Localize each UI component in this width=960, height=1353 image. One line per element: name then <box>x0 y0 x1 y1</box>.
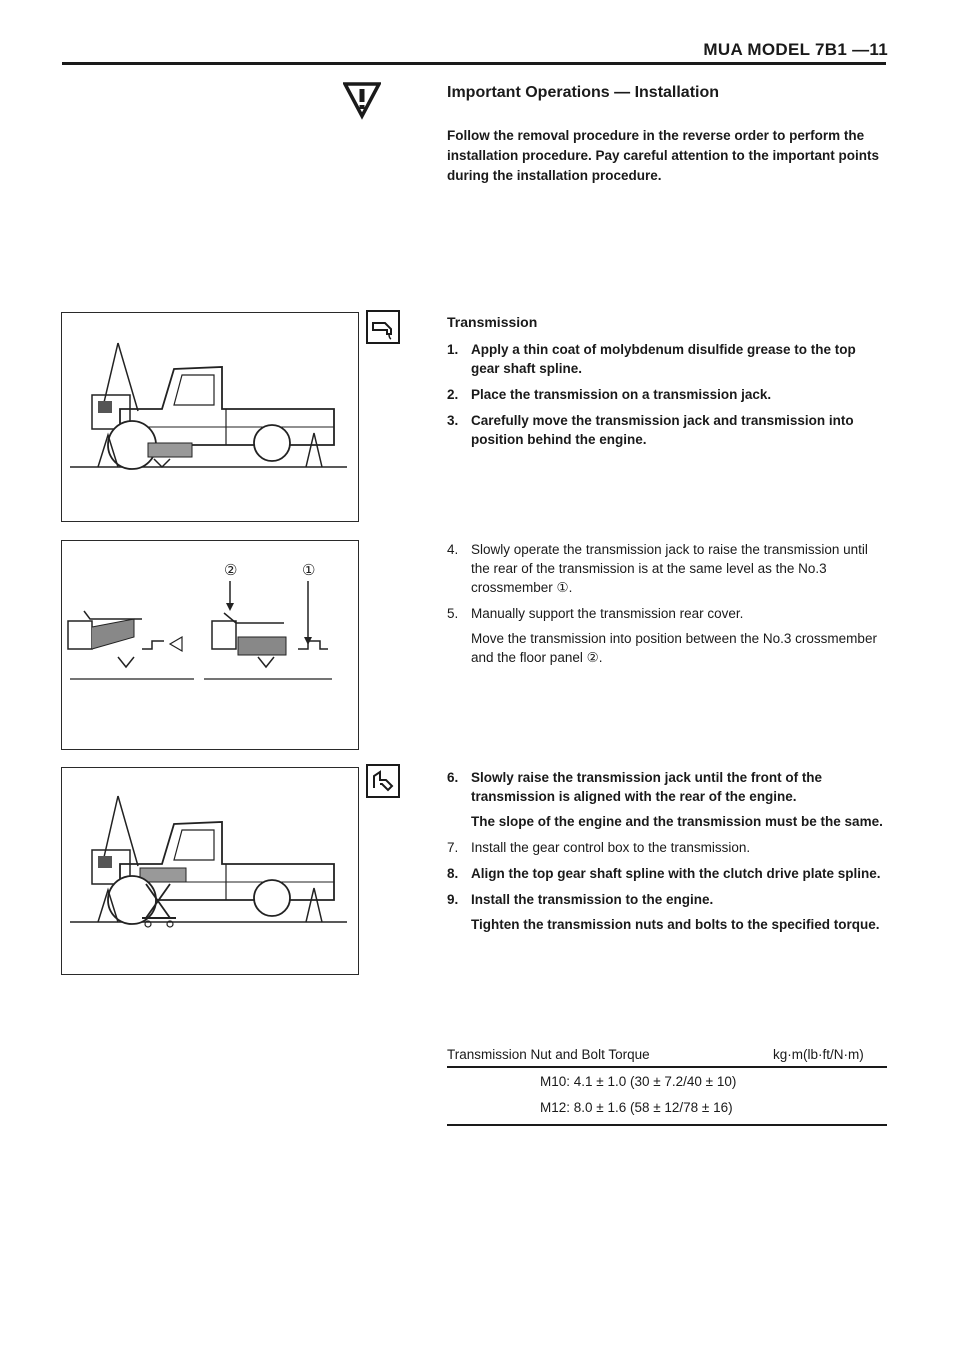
torque-unit: kg·m(lb·ft/N·m) <box>773 1047 864 1062</box>
step-number: 8. <box>447 866 459 881</box>
step-item <box>447 864 887 883</box>
jack-tool-icon <box>366 764 400 798</box>
truck-illustration-1 <box>62 313 358 521</box>
step-subtext: Tighten the transmission nuts and bolts to the specified torque. <box>471 917 880 932</box>
torque-row-m12: M12: 8.0 ± 1.6 (58 ± 12/78 ± 16) <box>540 1100 733 1115</box>
step-item <box>447 340 887 378</box>
grease-application-icon <box>366 310 400 344</box>
callout-1: ① <box>302 562 316 579</box>
transmission-heading: Transmission <box>447 314 538 330</box>
step-number: 4. <box>447 542 459 557</box>
step-item <box>447 768 887 831</box>
step-number: 1. <box>447 342 459 357</box>
step-item <box>447 838 887 857</box>
step-item <box>447 604 887 667</box>
step-number: 9. <box>447 892 459 907</box>
step-number: 2. <box>447 387 459 402</box>
steps-group-3 <box>447 768 887 941</box>
torque-row-m10: M10: 4.1 ± 1.0 (30 ± 7.2/40 ± 10) <box>540 1074 737 1089</box>
step-text: Apply a thin coat of molybdenum disulfide grease to the top gear shaft spline. <box>471 342 856 376</box>
step-text: Slowly operate the transmission jack to raise the transmission until the rear of the transmission is at the same level as the No.3 crossmember ①. <box>471 542 868 595</box>
figure-transmission-on-jack <box>61 312 359 522</box>
figure-crossmember-positioning <box>61 540 359 750</box>
step-text: Align the top gear shaft spline with the clutch drive plate spline. <box>471 866 881 881</box>
step-item <box>447 385 887 404</box>
truck-illustration-2 <box>62 768 358 974</box>
figure-transmission-raised <box>61 767 359 975</box>
callout-2: ② <box>224 562 238 579</box>
step-text: Manually support the transmission rear cover. <box>471 606 744 621</box>
step-subtext: Move the transmission into position between the No.3 crossmember and the floor panel ②. <box>471 631 877 665</box>
step-item <box>447 411 887 449</box>
transmission-position-diagram <box>62 541 358 749</box>
intro-paragraph <box>447 126 887 186</box>
header-rule <box>62 62 886 65</box>
steps-group-2 <box>447 540 887 674</box>
page-header-title: MUA MODEL 7B1 —11 <box>703 40 888 59</box>
step-text: Carefully move the transmission jack and transmission into position behind the engine. <box>471 413 854 447</box>
step-text: Install the transmission to the engine. <box>471 892 714 907</box>
step-text: Install the gear control box to the transmission. <box>471 840 751 855</box>
step-number: 3. <box>447 413 459 428</box>
torque-label: Transmission Nut and Bolt Torque <box>447 1047 650 1062</box>
step-number: 5. <box>447 606 459 621</box>
torque-rule <box>447 1066 887 1068</box>
warning-triangle-icon <box>343 80 381 120</box>
step-item <box>447 540 887 597</box>
step-number: 7. <box>447 840 459 855</box>
step-subtext: The slope of the engine and the transmission must be the same. <box>471 814 883 829</box>
step-item <box>447 890 887 934</box>
section-title: Important Operations — Installation <box>447 84 720 101</box>
step-number: 6. <box>447 770 459 785</box>
intro-text: Follow the removal procedure in the reverse order to perform the installation procedure. Pay careful attention to the important points during the installation procedure. <box>447 128 880 183</box>
step-text: Place the transmission on a transmission jack. <box>471 387 772 402</box>
torque-rule <box>447 1124 887 1126</box>
steps-group-1 <box>447 340 887 456</box>
step-text: Slowly raise the transmission jack until the front of the transmission is aligned with the rear of the engine. <box>471 770 823 804</box>
